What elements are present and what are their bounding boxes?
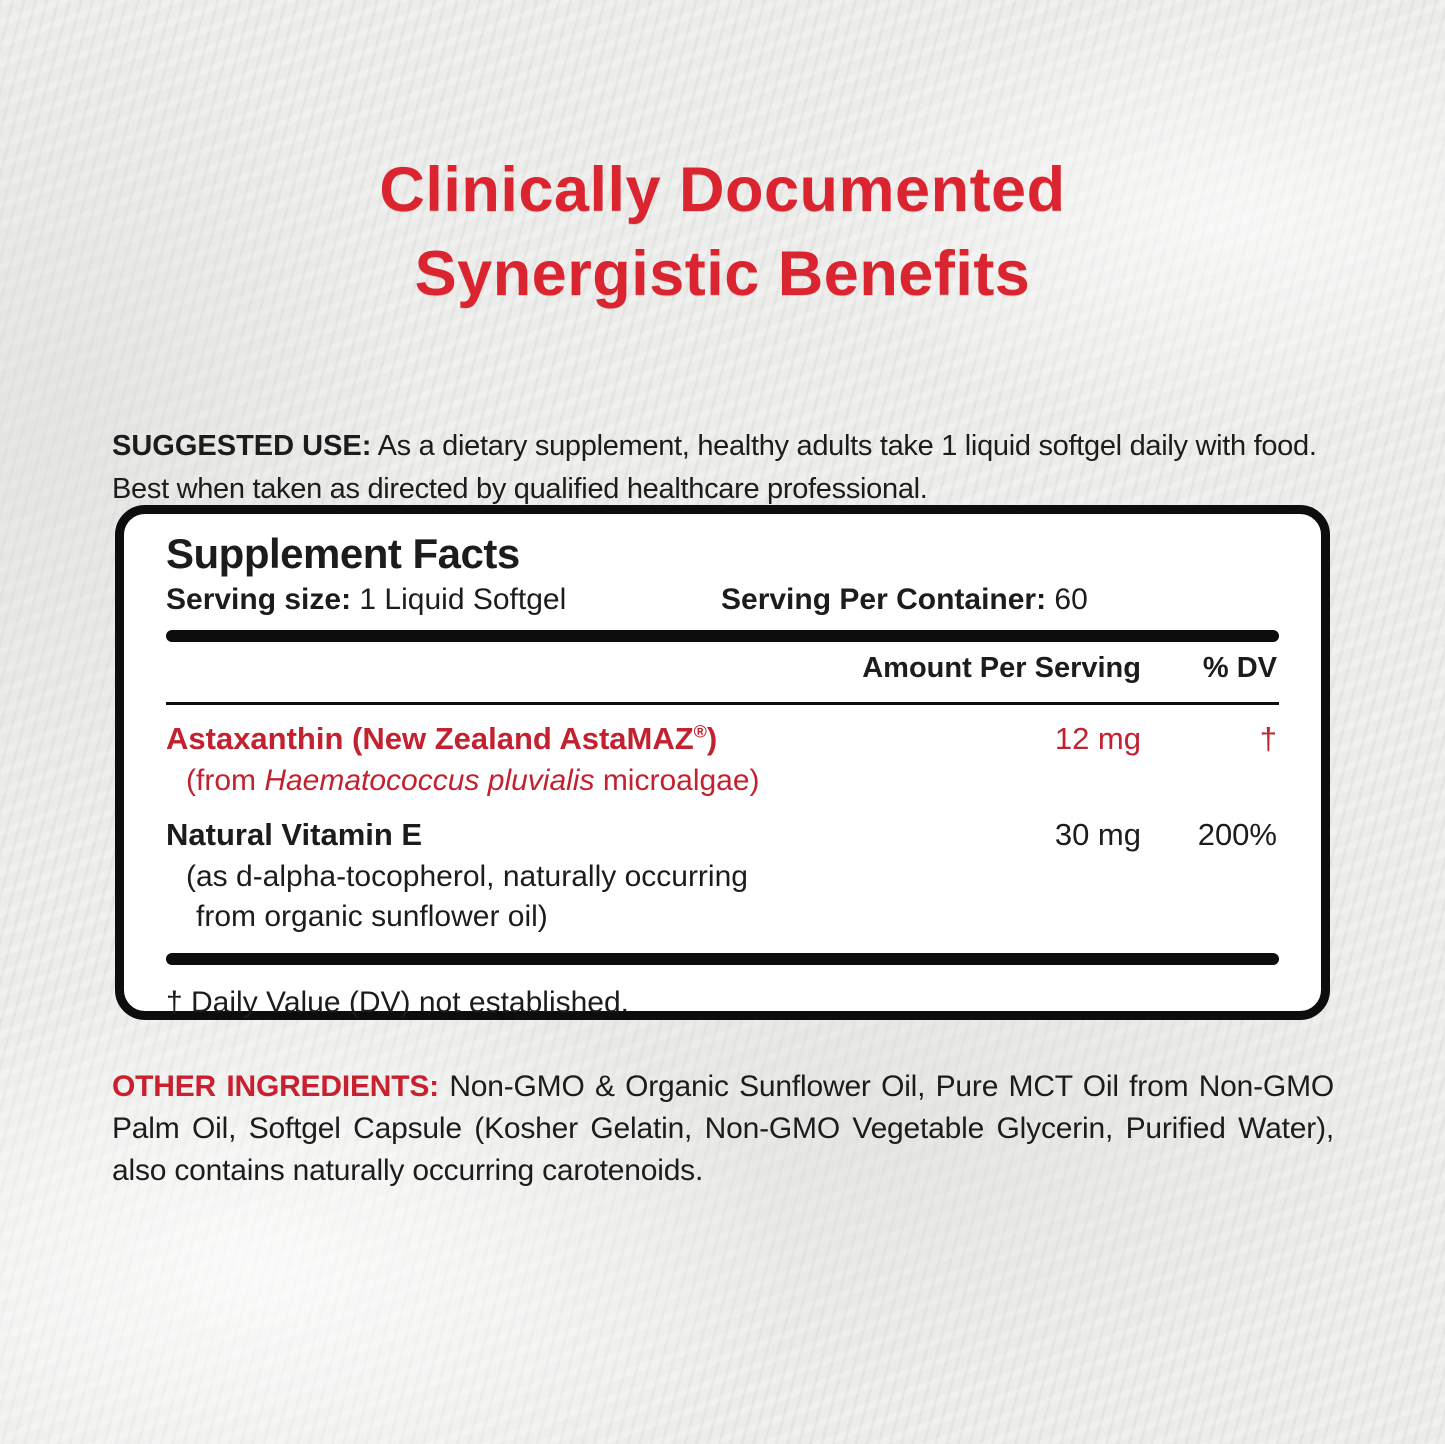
vitamin-e-source-note-line1: (as d-alpha-tocopherol, naturally occurring	[186, 860, 748, 893]
suggested-use-paragraph	[112, 425, 1334, 511]
astaxanthin-name-close: )	[706, 721, 718, 756]
other-ingredients-label: OTHER INGREDIENTS:	[112, 1070, 439, 1103]
astaxanthin-name	[166, 721, 717, 756]
headline-line-1: Clinically Documented	[379, 155, 1066, 225]
servings-per-container-value: 60	[1046, 583, 1088, 616]
astaxanthin-amount: 12 mg	[1054, 721, 1141, 756]
supplement-facts-panel	[115, 505, 1330, 1020]
vitamin-e-source-note-line2: from organic sunflower oil)	[196, 900, 548, 933]
headline	[0, 148, 1445, 316]
source-note-latin-name: Haematococcus pluvialis	[264, 764, 595, 797]
other-ingredients-text: Non-GMO & Organic Sunflower Oil, Pure MCT Oil from Non-GMO Palm Oil, Softgel Capsule (Kosher Gelatin, Non-GMO Vegetable Glycerin, Purified Water), also contains naturally occurring carotenoids.	[112, 1070, 1334, 1187]
serving-size-value: 1 Liquid Softgel	[351, 583, 567, 616]
amount-per-serving-header: Amount Per Serving	[862, 652, 1141, 684]
facts-column-header	[166, 652, 1279, 694]
supplement-facts-title: Supplement Facts	[166, 530, 520, 577]
servings-per-container	[721, 580, 1088, 620]
other-ingredients-paragraph	[112, 1066, 1334, 1192]
vitamin-e-name: Natural Vitamin E	[166, 817, 423, 852]
suggested-use-label: SUGGESTED USE:	[112, 430, 372, 462]
serving-size-label: Serving size:	[166, 583, 352, 616]
registered-trademark-symbol: ®	[693, 721, 707, 742]
servings-per-container-label: Serving Per Container:	[721, 583, 1047, 616]
source-note-post: microalgae)	[594, 764, 760, 797]
source-note-pre: (from	[186, 764, 265, 797]
percent-dv-header: % DV	[1202, 652, 1277, 684]
suggested-use-text: As a dietary supplement, healthy adults take 1 liquid softgel daily with food. Best when taken as directed by qualified healthcare professional.	[112, 430, 1317, 505]
serving-info-row	[166, 580, 1279, 620]
vitamin-e-amount: 30 mg	[1054, 817, 1141, 852]
dv-footnote: † Daily Value (DV) not established.	[166, 986, 630, 1019]
divider-thick-top	[166, 630, 1279, 642]
divider-thick-bottom	[166, 953, 1279, 965]
serving-size	[166, 580, 721, 620]
vitamin-e-dv: 200%	[1197, 817, 1277, 852]
astaxanthin-source-note	[166, 761, 1279, 801]
nutrient-row-astaxanthin	[166, 719, 1279, 801]
headline-line-2: Synergistic Benefits	[414, 239, 1031, 309]
divider-thin	[166, 702, 1279, 705]
astaxanthin-name-text: Astaxanthin (New Zealand AstaMAZ	[166, 721, 694, 756]
astaxanthin-dv: †	[1259, 721, 1277, 756]
nutrient-row-vitamin-e	[166, 815, 1279, 937]
